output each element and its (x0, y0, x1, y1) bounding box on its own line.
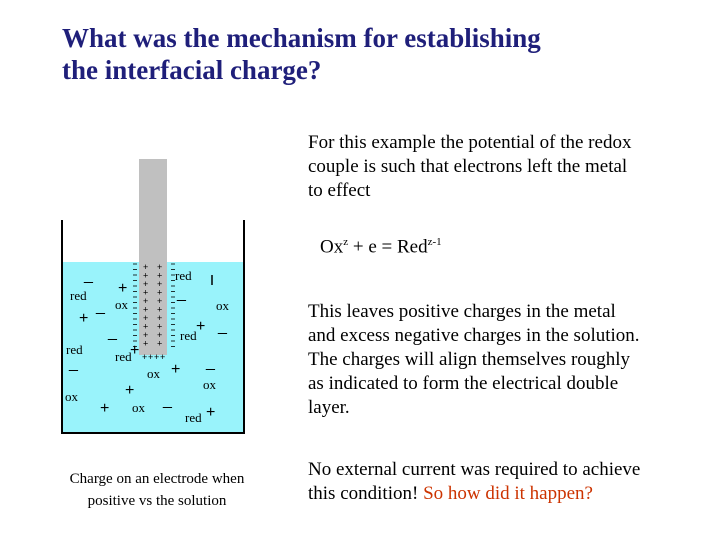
solution-plus: + (196, 318, 206, 335)
title-line-2: the interfacial charge? (62, 55, 322, 85)
solution-minus: _ (163, 392, 172, 409)
label-ox: ox (65, 389, 78, 404)
question-line-2 (308, 482, 708, 506)
label-ox: ox (132, 400, 145, 415)
solution-plus: + (125, 382, 135, 399)
solution-plus: + (100, 400, 110, 417)
explanation-line-2: and excess negative charges in the solution. (308, 325, 640, 346)
question-paragraph (308, 458, 708, 506)
metal-plus-charge: + (143, 330, 149, 340)
intro-line-3: to effect (308, 180, 371, 201)
equation-red-charge: z-1 (427, 236, 442, 248)
metal-plus-charge: + (154, 352, 160, 362)
metal-plus-charge: + (148, 352, 154, 362)
metal-plus-charge: + (160, 352, 166, 362)
explanation-line-3: The charges will align themselves roughly (308, 349, 631, 370)
intro-line-2: couple is such that electrons left the metal (308, 156, 628, 177)
metal-plus-charge: + (157, 330, 163, 340)
intro-line-1: For this example the potential of the redox (308, 132, 632, 153)
label-ox: ox (216, 298, 229, 313)
metal-plus-charge: + (143, 321, 149, 332)
question-statement: this condition! (308, 483, 424, 504)
question-highlight: So how did it happen? (423, 483, 593, 504)
explanation-line-4: as indicated to form the electrical double (308, 373, 619, 394)
solution-minus: _ (206, 354, 215, 371)
label-red: red (115, 349, 132, 364)
solution-plus: + (171, 361, 181, 378)
double-layer-diagram (0, 0, 300, 460)
solution-plus: + (79, 310, 89, 327)
label-red: red (180, 328, 197, 343)
solution-minus: _ (84, 267, 93, 284)
metal-plus-charge: + (143, 338, 149, 349)
metal-plus-charge: + (157, 262, 163, 272)
equation-middle: + e = Red (348, 236, 428, 258)
solution-minus: _ (108, 324, 117, 341)
solution-plus: + (206, 404, 216, 421)
explanation-line-1: This leaves positive charges in the metal (308, 301, 616, 322)
explanation-line-5: layer. (308, 397, 350, 418)
question-line-1: No external current was required to achieve (308, 459, 641, 480)
metal-plus-charge: + (143, 270, 149, 281)
metal-plus-charge: + (157, 321, 163, 332)
metal-plus-charge: + (157, 270, 163, 281)
label-ox: ox (203, 377, 216, 392)
metal-plus-charge: + (143, 304, 149, 315)
caption-line-1: Charge on an electrode when (69, 471, 245, 487)
metal-plus-charge: + (157, 287, 163, 298)
metal-plus-charge: + (143, 279, 149, 289)
intro-paragraph (308, 131, 708, 203)
label-red: red (185, 410, 202, 425)
caption-line-2: positive vs the solution (87, 493, 227, 509)
solution-minus: _ (218, 318, 227, 335)
metal-plus-charge: + (157, 338, 163, 349)
label-red: red (70, 288, 87, 303)
metal-plus-charge: + (157, 313, 163, 323)
label-ox: ox (115, 297, 128, 312)
metal-plus-charge: + (143, 313, 149, 323)
redox-equation (320, 236, 442, 258)
solution-minus: _ (177, 285, 186, 302)
metal-plus-charge: + (142, 352, 148, 362)
equation-ox-charge: z (343, 236, 349, 248)
diagram-caption (52, 468, 262, 512)
label-red: red (175, 268, 192, 283)
explanation-paragraph (308, 300, 708, 420)
equation-ox: Ox (320, 236, 344, 258)
metal-plus-charge: + (143, 287, 149, 298)
metal-plus-charge: + (157, 304, 163, 315)
solution-minus: _ (69, 355, 78, 372)
metal-plus-charge: + (157, 296, 163, 306)
solution-minus: _ (96, 298, 105, 315)
metal-plus-charge: + (143, 262, 149, 272)
title-line-1: What was the mechanism for establishing (62, 23, 541, 53)
metal-plus-charge: + (157, 279, 163, 289)
label-ox: ox (147, 366, 160, 381)
metal-plus-charge: + (143, 296, 149, 306)
solution-plus: + (130, 342, 140, 359)
solution-plus: + (118, 280, 128, 297)
label-red: red (66, 342, 83, 357)
